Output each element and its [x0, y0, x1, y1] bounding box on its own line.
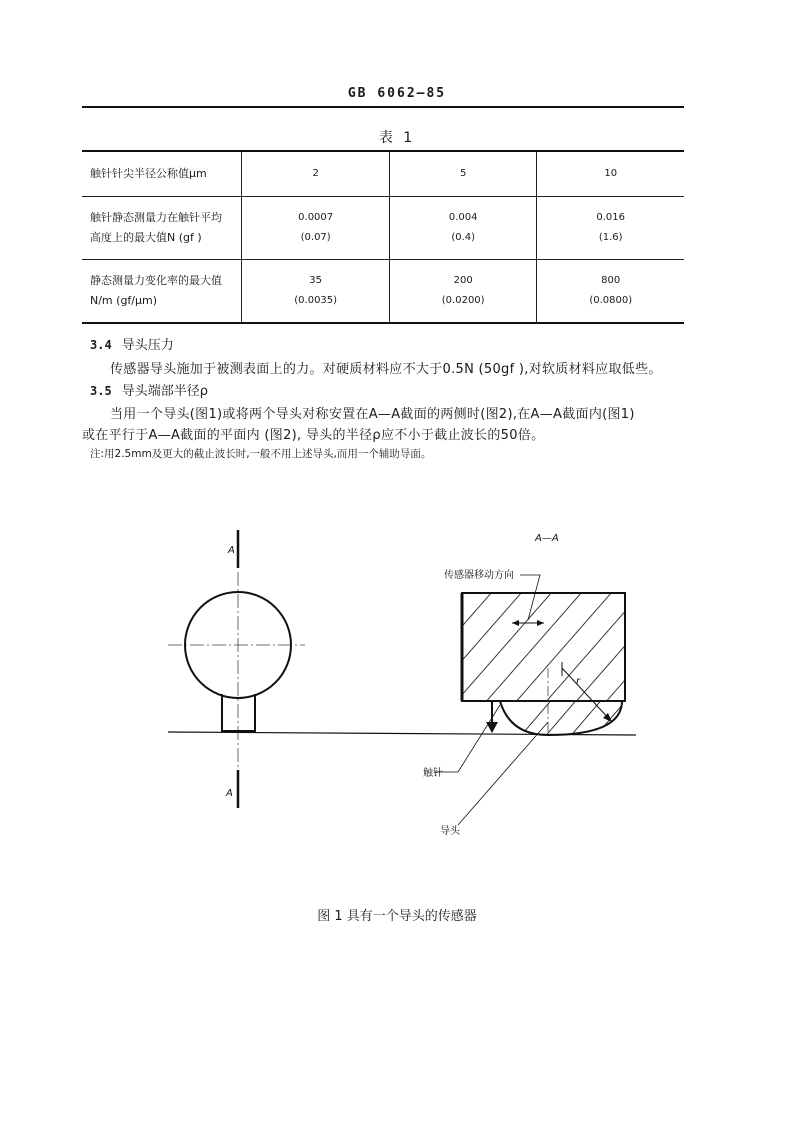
cell-value-secondary: (1.6) — [598, 232, 623, 243]
section-view-label: A—A — [535, 533, 559, 544]
section-3-5-body-line-1: 当用一个导头(图1)或将两个导头对称安置在A—A截面的两侧时(图2),在A—A截面内(图1) — [110, 407, 635, 422]
cell-value: 2 — [312, 168, 319, 179]
cell-value: 0.0007 — [298, 212, 334, 223]
row-label-line: 触针静态测量力在触针平均 — [90, 211, 222, 224]
row-label-line: 静态测量力变化率的最大值 — [90, 274, 222, 287]
sensor-block — [462, 593, 625, 701]
stylus-leader — [434, 705, 500, 772]
guide-label: 导头 — [440, 826, 460, 837]
section-3-5-body-line-2: 或在平行于A—A截面的平面内 (图2), 导头的半径ρ应不小于截止波长的50倍。 — [82, 428, 545, 443]
cell-value: 35 — [309, 275, 323, 286]
cell-value: 5 — [459, 168, 467, 179]
left-view — [168, 530, 305, 808]
cell-value-secondary: (0.0800) — [589, 295, 633, 306]
section-view — [380, 560, 730, 825]
cell-value-secondary: (0.0035) — [294, 295, 338, 306]
row-label-line: N/m (gf/μm) — [90, 294, 158, 307]
stylus-label: 触针 — [423, 768, 443, 779]
section-number: 3.5 — [90, 384, 112, 398]
section-3-4-body: 传感器导头施加于被测表面上的力。对硬质材料应不大于0.5N (50gf ),对软质材料应取低些。 — [110, 362, 662, 377]
stylus-tip — [486, 722, 498, 733]
radius-label: r — [576, 676, 581, 687]
note: 注:用2.5mm及更大的截止波长时,一般不用上述导头,而用一个辅助导面。 — [90, 448, 432, 460]
standard-number: GB 6062—85 — [347, 86, 447, 101]
cell-value: 10 — [604, 168, 618, 179]
direction-arrowhead-left — [512, 620, 519, 626]
section-title: 导头端部半径ρ — [121, 384, 208, 399]
guide-stem — [222, 694, 255, 731]
direction-leader — [520, 575, 540, 620]
table-caption: 表 1 — [378, 130, 416, 146]
section-title: 导头压力 — [121, 338, 174, 353]
direction-label: 传感器移动方向 — [444, 570, 514, 581]
section-number: 3.4 — [90, 338, 112, 352]
cell-value: 200 — [453, 275, 473, 286]
row-label-line: 触针针尖半径公称值μm — [90, 167, 207, 180]
cell-value: 0.004 — [448, 212, 478, 223]
cell-value-secondary: (0.4) — [451, 232, 476, 243]
guide-leader — [458, 722, 548, 825]
cell-value: 0.016 — [596, 212, 626, 223]
row-label-line: 高度上的最大值N (gf ) — [90, 231, 202, 244]
direction-arrowhead-right — [537, 620, 544, 626]
cell-value-secondary: (0.0200) — [441, 295, 485, 306]
figure-caption: 图 1 具有一个导头的传感器 — [317, 909, 477, 924]
cell-value-secondary: (0.07) — [300, 232, 331, 243]
radius-line — [562, 668, 612, 722]
block-hatching — [380, 560, 730, 720]
section-label-top: A — [228, 545, 235, 556]
section-label-bottom: A — [226, 788, 233, 799]
cell-value: 800 — [601, 275, 621, 286]
